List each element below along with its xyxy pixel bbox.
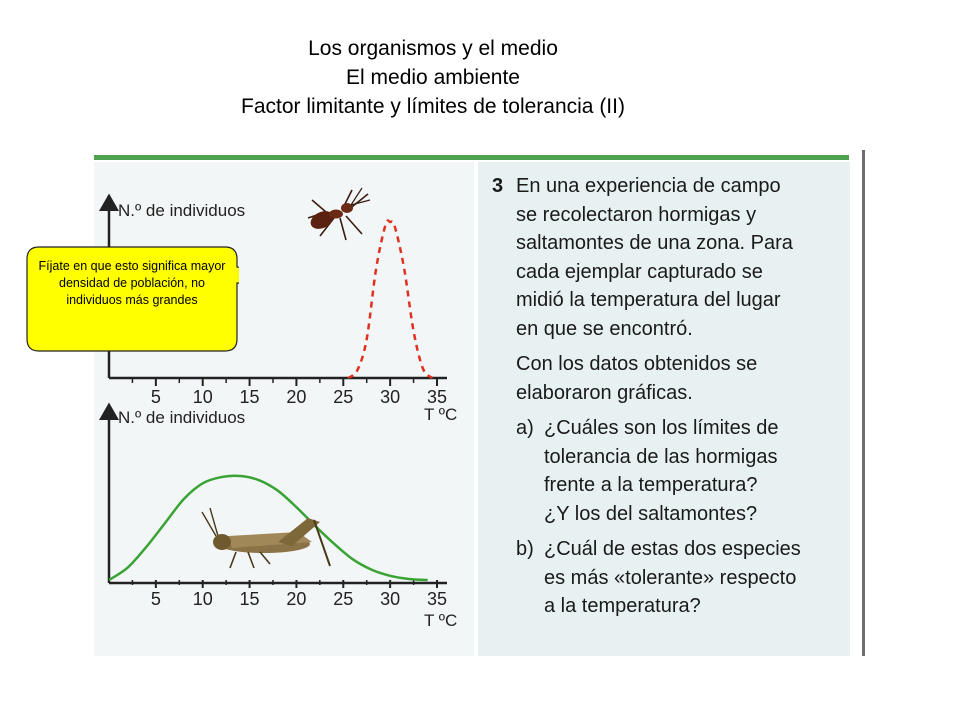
grasshopper-chart-series — [109, 476, 428, 580]
ant-chart-tick-label: 5 — [150, 387, 161, 407]
grasshopper-chart-ticks — [132, 580, 447, 609]
ant-chart-tick-label: 15 — [239, 387, 260, 407]
grasshopper-icon — [202, 508, 330, 568]
grasshopper-chart-tick-label: 15 — [239, 589, 260, 609]
grasshopper-chart-tick-label: 35 — [426, 589, 448, 609]
subquestion-b-line: ¿Cuál de estas dos especies — [544, 538, 801, 560]
question-line: Con los datos obtenidos se — [516, 353, 758, 375]
subquestion-a-line: tolerancia de las hormigas — [544, 445, 778, 468]
subquestion-b-label: b) — [516, 538, 534, 560]
question-line: elaboraron gráficas. — [516, 381, 693, 404]
ant-chart-series-line — [348, 221, 432, 378]
question-line: En una experiencia de campo — [516, 175, 781, 197]
grasshopper-chart-xlabel: T ºC — [424, 611, 458, 630]
title-line-1: Los organismos y el medio — [308, 37, 558, 60]
grasshopper-chart — [109, 405, 457, 630]
subquestion-b-line: es más «tolerante» respecto — [544, 566, 797, 589]
question-line: en que se encontró. — [516, 317, 693, 340]
grasshopper-chart-series-line — [109, 476, 428, 580]
title-line-3: Factor limitante y límites de tolerancia (II) — [241, 95, 625, 118]
question-line: cada ejemplar capturado se — [516, 260, 763, 283]
callout-text: Fíjate en que esto significa mayor densidad de población, no individuos más grandes — [38, 259, 226, 307]
grasshopper-chart-ylabel: N.º de individuos — [118, 408, 246, 427]
ant-chart-ticks — [132, 378, 447, 407]
grasshopper-chart-tick-label: 5 — [150, 589, 161, 609]
ant-chart-tick-label: 30 — [380, 387, 401, 407]
subquestion-a-line: ¿Y los del saltamontes? — [544, 502, 758, 525]
ant-chart-tick-label: 25 — [333, 387, 354, 407]
grasshopper-chart-tick-label: 20 — [286, 589, 307, 609]
ant-chart-tick-label: 10 — [192, 387, 213, 407]
title-line-2: El medio ambiente — [346, 66, 520, 89]
question-number: 3 — [492, 175, 504, 197]
grasshopper-chart-tick-label: 10 — [192, 589, 213, 609]
subquestion-a-line: frente a la temperatura? — [544, 474, 758, 496]
ant-icon — [308, 188, 370, 240]
question-line: midió la temperatura del lugar — [516, 289, 781, 311]
question-line: se recolectaron hormigas y — [516, 203, 757, 226]
subquestion-b-line: a la temperatura? — [544, 595, 701, 617]
grasshopper-chart-tick-label: 30 — [380, 589, 401, 609]
ant-chart-ylabel: N.º de individuos — [118, 201, 246, 220]
subquestion-a-label: a) — [516, 417, 534, 439]
exercise-question — [492, 172, 842, 621]
grasshopper-chart-tick-label: 25 — [333, 589, 354, 609]
ant-chart-tick-label: 35 — [426, 387, 448, 407]
ant-chart-series — [348, 221, 432, 378]
subquestion-a-line: ¿Cuáles son los límites de — [544, 417, 779, 439]
question-line: saltamontes de una zona. Para — [516, 232, 793, 254]
ant-chart-xlabel: T ºC — [424, 405, 458, 424]
ant-chart-tick-label: 20 — [286, 387, 307, 407]
